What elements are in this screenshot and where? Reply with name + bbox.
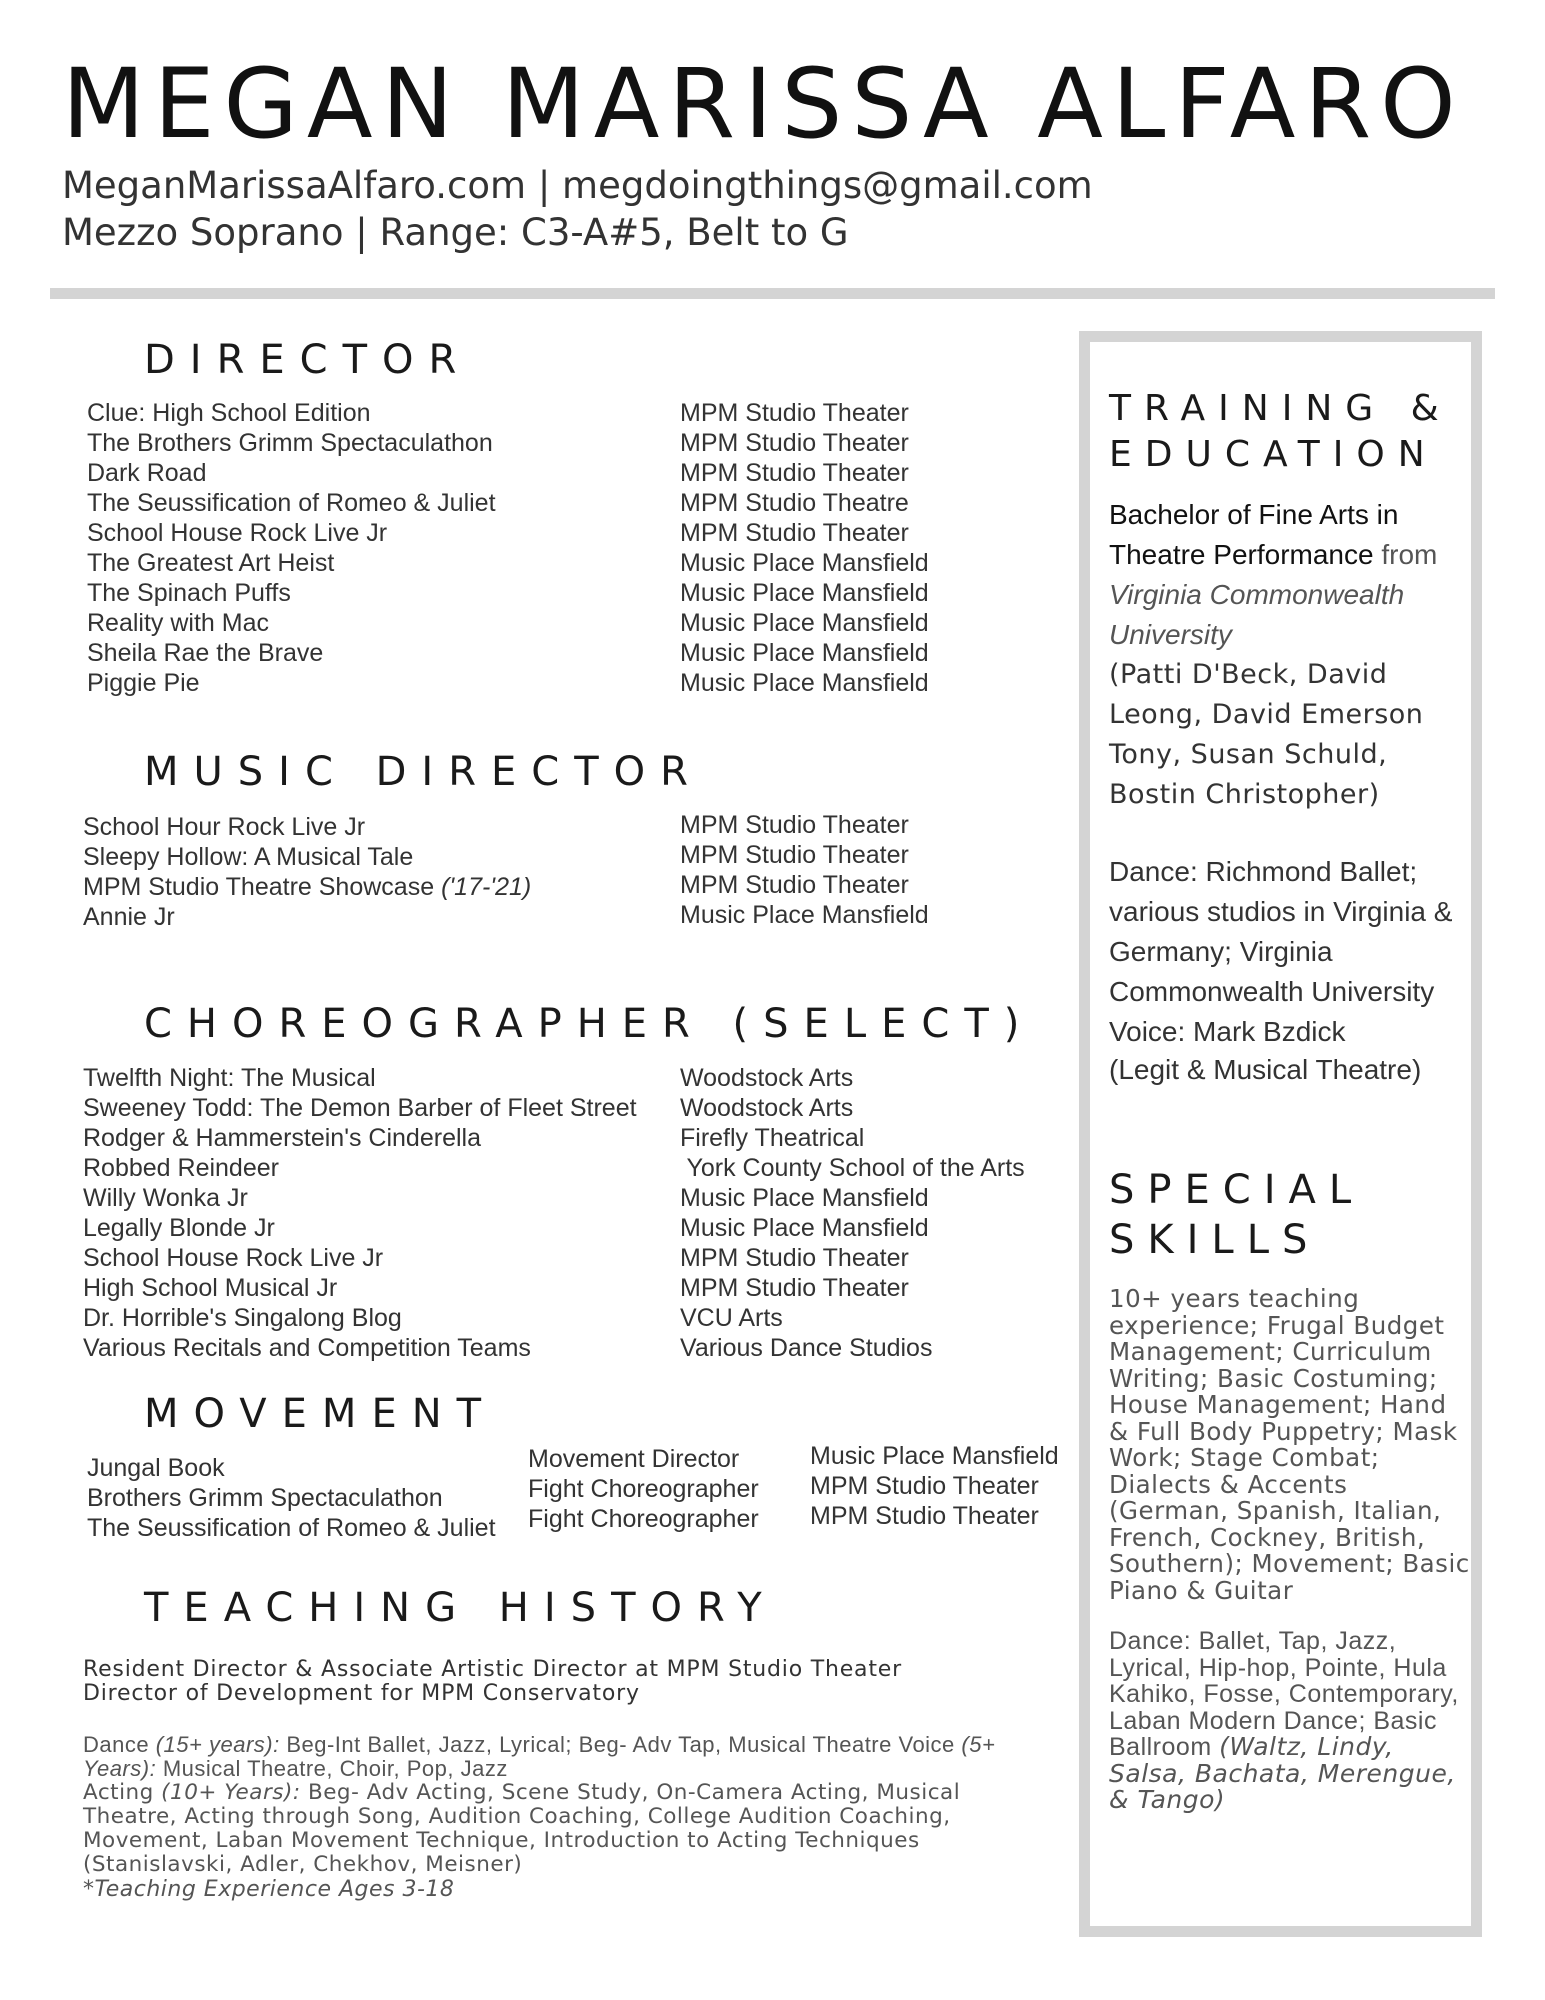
list-item: MPM Studio Theater bbox=[680, 429, 909, 457]
list-item: MPM Studio Theater bbox=[680, 841, 909, 869]
list-item: Music Place Mansfield bbox=[810, 1442, 1059, 1470]
list-item: Woodstock Arts bbox=[680, 1064, 854, 1092]
list-item: Fight Choreographer bbox=[528, 1505, 759, 1533]
list-item: The Spinach Puffs bbox=[87, 579, 291, 607]
list-item: MPM Studio Theater bbox=[680, 519, 909, 547]
list-item: MPM Studio Theatre bbox=[680, 489, 909, 517]
music-director-heading: MUSIC DIRECTOR bbox=[144, 749, 703, 795]
showcase-years: ('17-'21) bbox=[441, 873, 532, 901]
list-item: School House Rock Live Jr bbox=[83, 1244, 384, 1272]
training-heading bbox=[1109, 386, 1452, 478]
dance-text: Beg-Int Ballet, Jazz, Lyrical; Beg- Adv Tap, Musical Theatre Voice bbox=[279, 1732, 962, 1757]
list-item: Willy Wonka Jr bbox=[83, 1184, 248, 1212]
movement-shows-list bbox=[87, 1453, 496, 1543]
teaching-role: Resident Director & Associate Artistic Director at MPM Studio Theater bbox=[83, 1657, 902, 1682]
list-item: Reality with Mac bbox=[87, 609, 269, 637]
training-voice: Voice: Mark Bzdick bbox=[1109, 1016, 1346, 1047]
list-item: Sheila Rae the Brave bbox=[87, 639, 324, 667]
list-item: Movement Director bbox=[528, 1445, 740, 1473]
training-heading-line: EDUCATION bbox=[1109, 434, 1438, 475]
list-item: MPM Studio Theater bbox=[810, 1502, 1039, 1530]
list-item: The Seussification of Romeo & Juliet bbox=[87, 489, 496, 517]
list-item: MPM Studio Theater bbox=[680, 1244, 909, 1272]
list-item: Dark Road bbox=[87, 459, 207, 487]
teaching-acting bbox=[83, 1781, 1043, 1877]
director-heading: DIRECTOR bbox=[144, 337, 472, 383]
degree-name: Bachelor of Fine Arts in Theatre Performance bbox=[1109, 499, 1399, 570]
list-item: Firefly Theatrical bbox=[680, 1124, 865, 1152]
degree-from: from bbox=[1373, 539, 1438, 570]
acting-text: Beg- Adv Acting, Scene Study, On-Camera Acting, Musical Theatre, Acting through Song, Audition Coaching, College Audition Coaching, Movement, Laban Movement Technique, Introduction to Acting Techniques (Stanislavski, Adler, Chekhov, Meisner) bbox=[83, 1780, 961, 1877]
list-item: The Brothers Grimm Spectaculathon bbox=[87, 429, 493, 457]
list-item: Jungal Book bbox=[87, 1454, 225, 1482]
skills-heading-line: SKILLS bbox=[1109, 1217, 1321, 1263]
list-item: MPM Studio Theater bbox=[680, 811, 909, 839]
skills-dance bbox=[1109, 1628, 1474, 1814]
choreographer-shows-list bbox=[83, 1063, 637, 1363]
list-item: Annie Jr bbox=[83, 903, 175, 931]
music-director-venues-list bbox=[680, 810, 929, 930]
list-item: MPM Studio Theater bbox=[680, 399, 909, 427]
dance-label: Dance bbox=[83, 1732, 156, 1757]
movement-venues-list bbox=[810, 1441, 1059, 1531]
skills-heading-line: SPECIAL bbox=[1109, 1167, 1365, 1213]
list-item: Clue: High School Edition bbox=[87, 399, 371, 427]
teaching-history-heading: TEACHING HISTORY bbox=[144, 1585, 777, 1631]
school-name: Virginia Commonwealth University bbox=[1109, 579, 1405, 650]
show-title: MPM Studio Theatre Showcase bbox=[83, 873, 435, 901]
music-director-shows-list bbox=[83, 812, 531, 932]
list-item: Dr. Horrible's Singalong Blog bbox=[83, 1304, 402, 1332]
voice-years: (5+ Years): bbox=[83, 1732, 996, 1781]
list-item: Various Dance Studios bbox=[680, 1334, 933, 1362]
list-item: Music Place Mansfield bbox=[680, 549, 929, 577]
list-item: High School Musical Jr bbox=[83, 1274, 338, 1302]
list-item: Sweeney Todd: The Demon Barber of Fleet Street bbox=[83, 1094, 637, 1122]
list-item: MPM Studio Theater bbox=[810, 1472, 1039, 1500]
list-item: Music Place Mansfield bbox=[680, 901, 929, 929]
movement-roles-list bbox=[528, 1444, 759, 1534]
list-item: VCU Arts bbox=[680, 1304, 783, 1332]
list-item: Twelfth Night: The Musical bbox=[83, 1064, 376, 1092]
list-item: Sleepy Hollow: A Musical Tale bbox=[83, 843, 414, 871]
list-item: Rodger & Hammerstein's Cinderella bbox=[83, 1124, 481, 1152]
list-item: The Greatest Art Heist bbox=[87, 549, 335, 577]
list-item: Brothers Grimm Spectaculathon bbox=[87, 1484, 443, 1512]
teaching-roles bbox=[83, 1658, 1043, 1706]
list-item: School Hour Rock Live Jr bbox=[83, 813, 366, 841]
choreographer-venues-list bbox=[680, 1063, 1025, 1363]
voice-range-line: Mezzo Soprano | Range: C3-A#5, Belt to G bbox=[62, 211, 849, 254]
list-item: The Seussification of Romeo & Juliet bbox=[87, 1514, 496, 1542]
choreographer-heading: CHOREOGRAPHER (SELECT) bbox=[144, 1001, 1035, 1047]
list-item: MPM Studio Theater bbox=[680, 1274, 909, 1302]
dance-years: (15+ years): bbox=[155, 1732, 280, 1757]
director-venues-list bbox=[680, 398, 929, 698]
director-shows-list bbox=[87, 398, 496, 698]
list-item: Music Place Mansfield bbox=[680, 669, 929, 697]
list-item: School House Rock Live Jr bbox=[87, 519, 388, 547]
list-item bbox=[83, 872, 531, 902]
training-teachers: (Patti D'Beck, David Leong, David Emerson Tony, Susan Schuld, Bostin Christopher) bbox=[1109, 659, 1424, 810]
skills-dance-text: Dance: Ballet, Tap, Jazz, Lyrical, Hip-hop, Pointe, Hula Kahiko, Fosse, Contemporary, Laban Modern Dance; Basic Ballroom bbox=[1109, 1627, 1459, 1761]
teaching-role: Director of Development for MPM Conservatory bbox=[83, 1681, 640, 1706]
list-item: Robbed Reindeer bbox=[83, 1154, 279, 1182]
acting-years: (10+ Years): bbox=[161, 1780, 301, 1805]
voice-text: Musical Theatre, Choir, Pop, Jazz bbox=[156, 1756, 508, 1781]
list-item: Music Place Mansfield bbox=[680, 609, 929, 637]
training-voice-note: (Legit & Musical Theatre) bbox=[1109, 1054, 1422, 1085]
skills-general: 10+ years teaching experience; Frugal Budget Management; Curriculum Writing; Basic Costuming; House Management; Hand & Full Body Puppetry; Mask Work; Stage Combat; Dialects & Accents (German, Spanish, Italian, French, Cockney, British, Southern); Movement; Basic Piano & Guitar bbox=[1109, 1284, 1470, 1605]
list-item: Music Place Mansfield bbox=[680, 639, 929, 667]
list-item: Piggie Pie bbox=[87, 669, 200, 697]
header-divider bbox=[50, 288, 1495, 299]
ballroom-styles: (Waltz, Lindy, Salsa, Bachata, Merengue, & Tango) bbox=[1109, 1732, 1456, 1814]
list-item: MPM Studio Theater bbox=[680, 871, 909, 899]
special-skills-heading bbox=[1109, 1165, 1364, 1265]
acting-label: Acting bbox=[83, 1780, 162, 1805]
list-item: Legally Blonde Jr bbox=[83, 1214, 275, 1242]
training-dance: Dance: Richmond Ballet; various studios in Virginia & Germany; Virginia Commonwealth University bbox=[1109, 856, 1453, 1007]
list-item: Various Recitals and Competition Teams bbox=[83, 1334, 531, 1362]
training-degree bbox=[1109, 495, 1454, 655]
teaching-note: *Teaching Experience Ages 3-18 bbox=[83, 1877, 455, 1902]
list-item: Music Place Mansfield bbox=[680, 1184, 929, 1212]
list-item: York County School of the Arts bbox=[680, 1154, 1025, 1182]
contact-line: MeganMarissaAlfaro.com | megdoingthings@gmail.com bbox=[62, 164, 1093, 207]
teaching-dance-voice bbox=[83, 1733, 1043, 1781]
resume-name: MEGAN MARISSA ALFARO bbox=[62, 48, 1465, 160]
list-item: Woodstock Arts bbox=[680, 1094, 854, 1122]
list-item: Music Place Mansfield bbox=[680, 579, 929, 607]
list-item: MPM Studio Theater bbox=[680, 459, 909, 487]
list-item: Fight Choreographer bbox=[528, 1475, 759, 1503]
list-item: Music Place Mansfield bbox=[680, 1214, 929, 1242]
training-heading-line: TRAINING & bbox=[1109, 388, 1452, 429]
movement-heading: MOVEMENT bbox=[144, 1391, 497, 1437]
